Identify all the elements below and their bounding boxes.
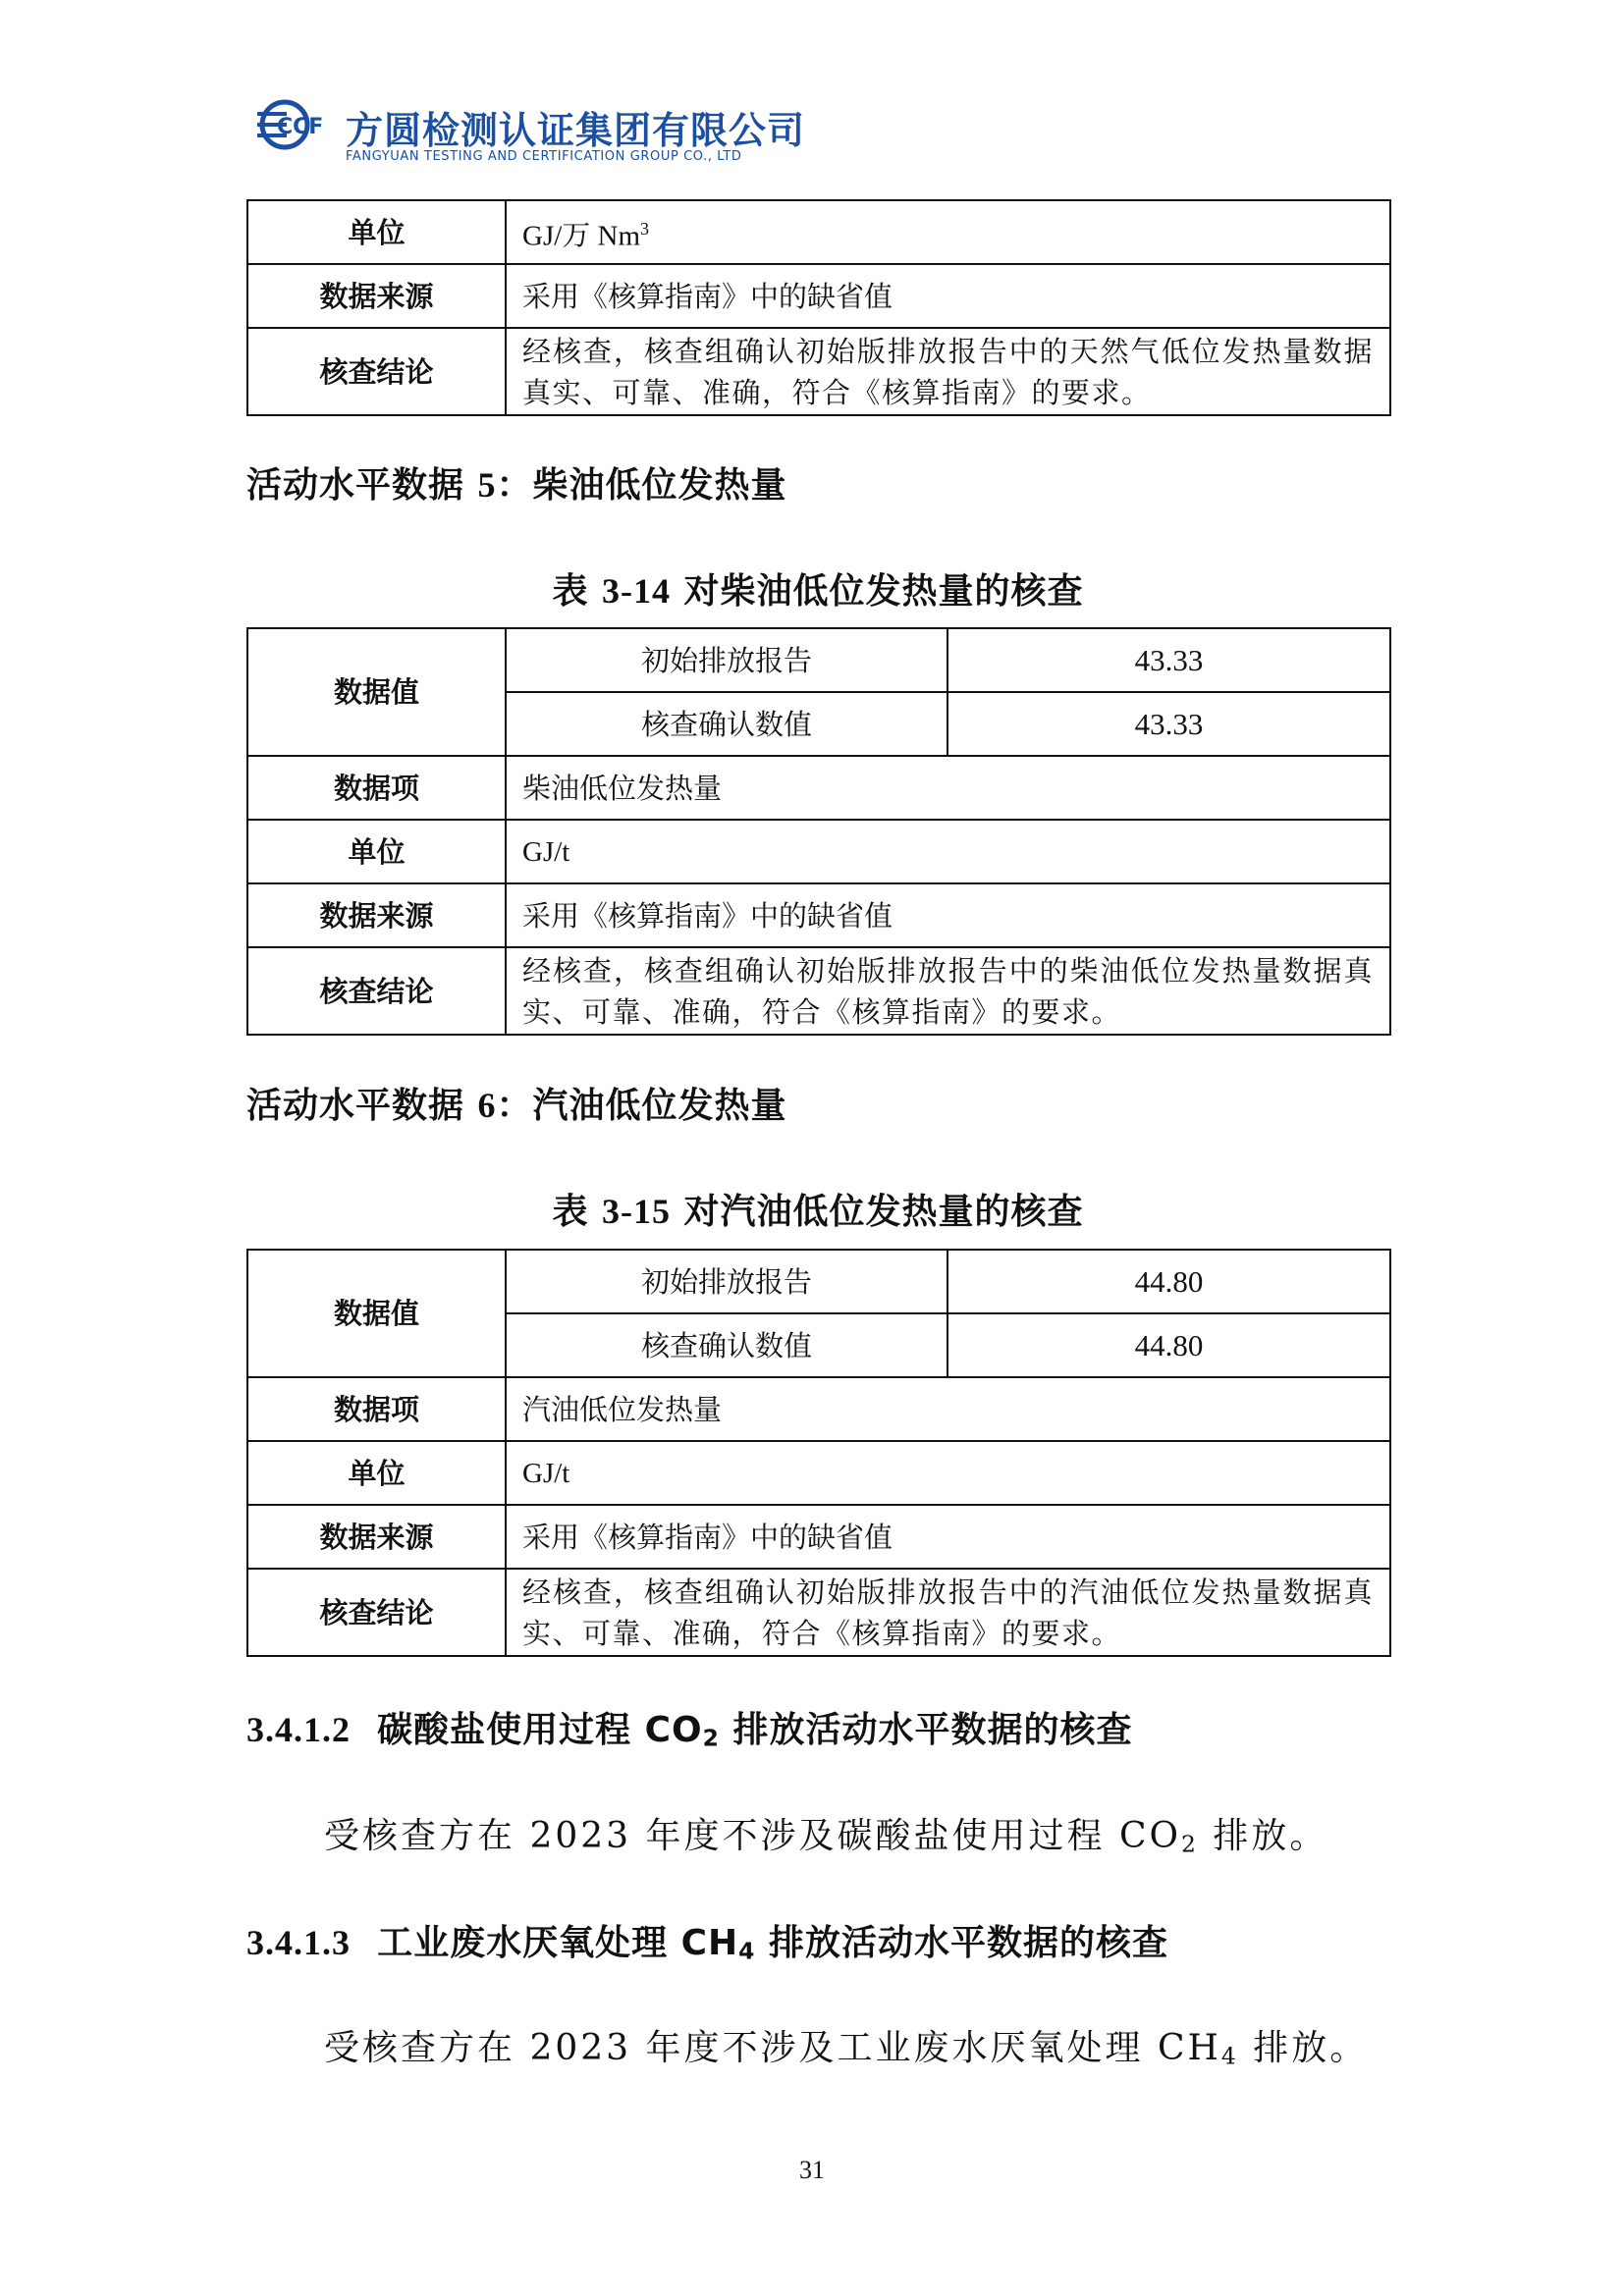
row-value: 经核查，核查组确认初始版排放报告中的汽油低位发热量数据真实、可靠、准确，符合《核算指南》的要求。 [506, 1569, 1390, 1656]
data-value-label: 数据值 [247, 628, 506, 756]
heading-3-4-1-2: 3.4.1.2 碳酸盐使用过程 $CO_2$ 排放活动水平数据的核查 [246, 1710, 1133, 1752]
row-label: 核查结论 [247, 947, 506, 1035]
company-name-en: FANGYUAN TESTING AND CERTIFICATION GROUP CO., LTD [346, 149, 742, 164]
table-row [247, 883, 1390, 947]
table-row [247, 1377, 1390, 1441]
table-row [247, 756, 1390, 820]
row-label: 单位 [247, 1441, 506, 1505]
heading-3-4-1-3: 3.4.1.3 工业废水厌氧处理 $CH_4$ 排放活动水平数据的核查 [246, 1923, 1168, 1965]
row-value: 采用《核算指南》中的缺省值 [506, 1505, 1390, 1569]
table-row [247, 1250, 1390, 1313]
confirmed-value: 44.80 [947, 1313, 1390, 1377]
row-label: 核查结论 [247, 328, 506, 415]
row-label: 数据来源 [247, 264, 506, 328]
table-row [247, 947, 1390, 1035]
row-value: GJ/t [506, 820, 1390, 883]
row-value: 汽油低位发热量 [506, 1377, 1390, 1441]
row-value: 柴油低位发热量 [506, 756, 1390, 820]
row-value: 采用《核算指南》中的缺省值 [506, 264, 1390, 328]
initial-report-value: 43.33 [947, 628, 1390, 692]
row-value: 经核查，核查组确认初始版排放报告中的柴油低位发热量数据真实、可靠、准确，符合《核算指南》的要求。 [506, 947, 1390, 1035]
row-label: 核查结论 [247, 1569, 506, 1656]
heading-activity-data-6: 活动水平数据 6：汽油低位发热量 [246, 1086, 787, 1126]
table-row [247, 328, 1390, 415]
confirmed-value-label: 核查确认数值 [506, 1313, 947, 1377]
table-3-14 [246, 627, 1391, 1036]
row-label: 单位 [247, 200, 506, 264]
table-caption-3-14: 表 3-14 对柴油低位发热量的核查 [552, 571, 1084, 612]
company-logo [257, 98, 806, 172]
paragraph-3-4-1-3: 受核查方在 2023 年度不涉及工业废水厌氧处理 $CH_4$ 排放。 [324, 2028, 1369, 2070]
ccf-logo-icon [257, 98, 342, 151]
table-natural-gas-continued [246, 199, 1391, 416]
data-value-label: 数据值 [247, 1250, 506, 1377]
table-row [247, 820, 1390, 883]
row-value: GJ/万 Nm$^3$ [506, 200, 1390, 264]
page-number: 31 [799, 2156, 825, 2184]
row-value: 经核查，核查组确认初始版排放报告中的天然气低位发热量数据真实、可靠、准确，符合《核算指南》的要求。 [506, 328, 1390, 415]
paragraph-3-4-1-2: 受核查方在 2023 年度不涉及碳酸盐使用过程 $CO_2$ 排放。 [324, 1816, 1328, 1858]
company-name-cn: 方圆检测认证集团有限公司 [346, 109, 806, 152]
confirmed-value: 43.33 [947, 692, 1390, 756]
heading-activity-data-5: 活动水平数据 5：柴油低位发热量 [246, 465, 787, 506]
table-row [247, 1441, 1390, 1505]
table-row [247, 628, 1390, 692]
row-value: GJ/t [506, 1441, 1390, 1505]
row-label: 数据项 [247, 756, 506, 820]
row-label: 数据来源 [247, 883, 506, 947]
initial-report-label: 初始排放报告 [506, 1250, 947, 1313]
table-row [247, 264, 1390, 328]
row-value: 采用《核算指南》中的缺省值 [506, 883, 1390, 947]
initial-report-label: 初始排放报告 [506, 628, 947, 692]
row-label: 数据来源 [247, 1505, 506, 1569]
table-caption-3-15: 表 3-15 对汽油低位发热量的核查 [552, 1192, 1084, 1232]
table-3-15 [246, 1249, 1391, 1657]
table-row [247, 200, 1390, 264]
table-row [247, 1505, 1390, 1569]
confirmed-value-label: 核查确认数值 [506, 692, 947, 756]
row-label: 数据项 [247, 1377, 506, 1441]
svg-text:CCF: CCF [277, 115, 324, 139]
table-row [247, 1569, 1390, 1656]
row-label: 单位 [247, 820, 506, 883]
initial-report-value: 44.80 [947, 1250, 1390, 1313]
